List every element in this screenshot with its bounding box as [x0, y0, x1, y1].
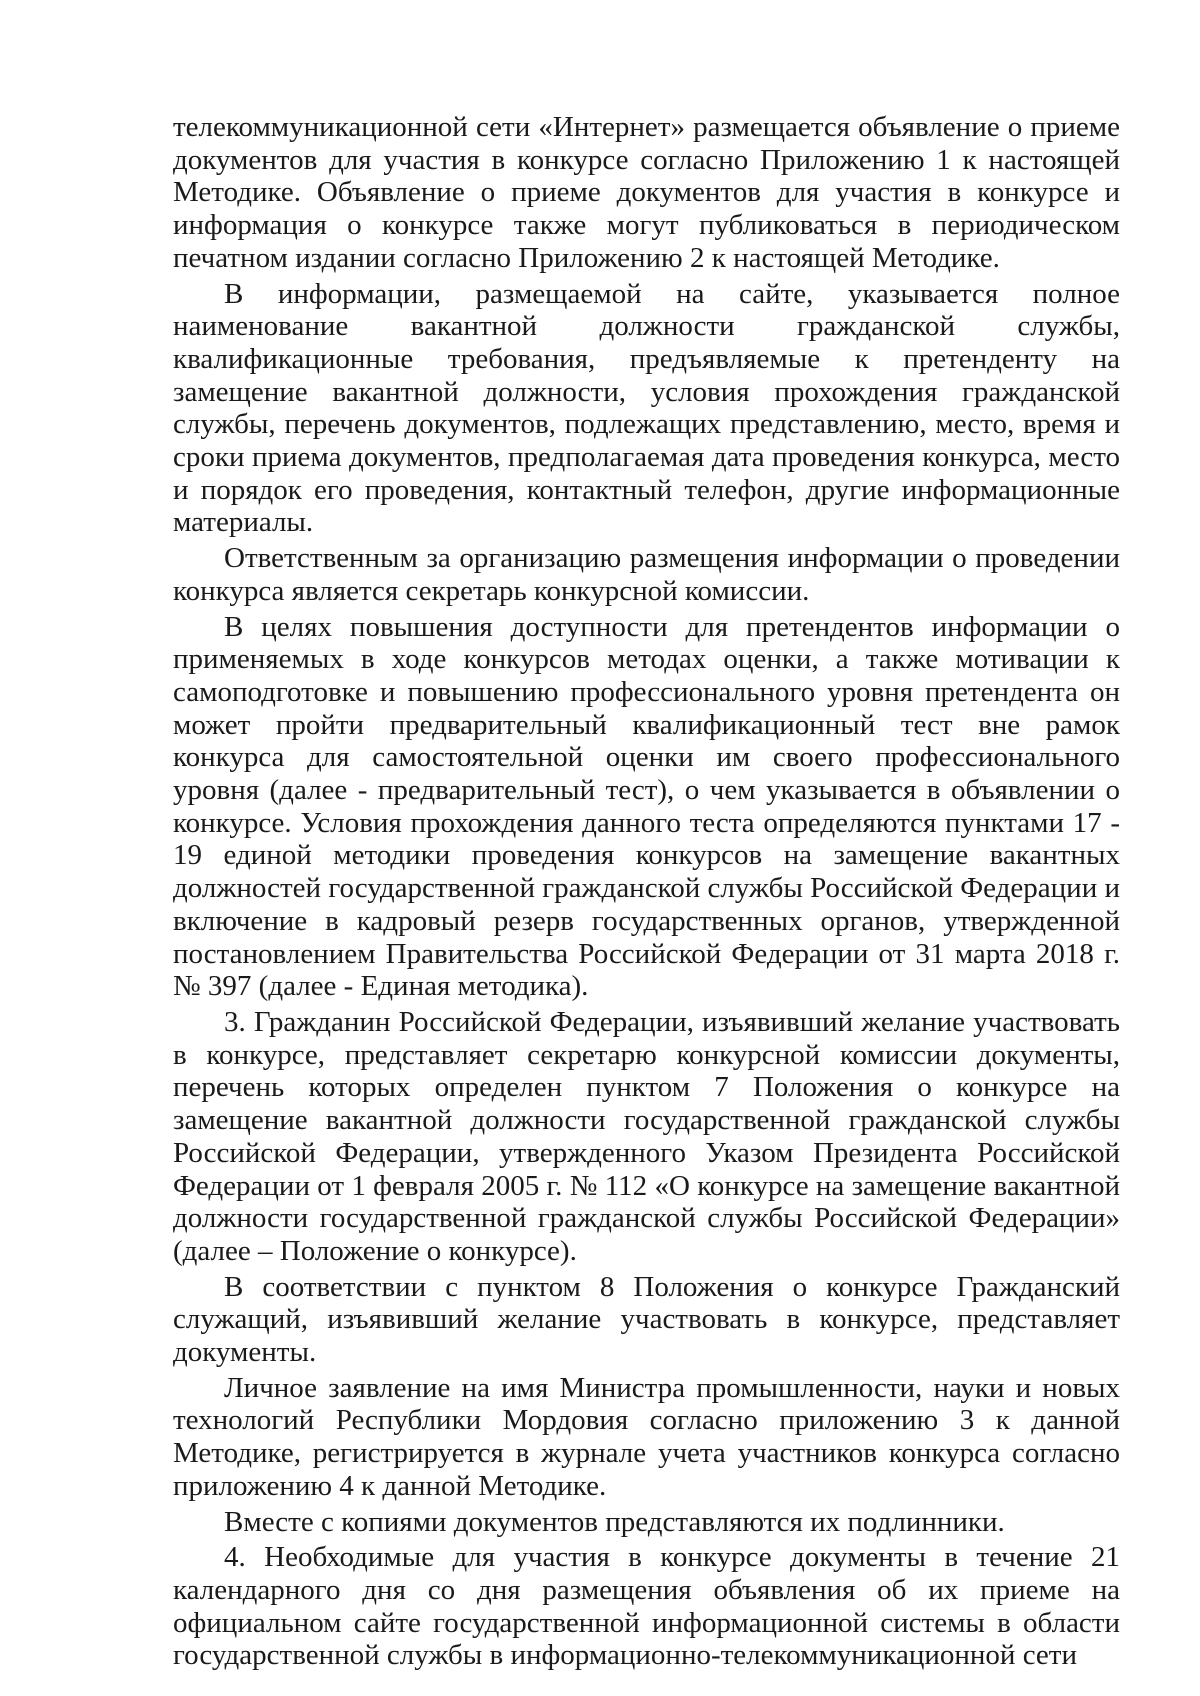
paragraph-preliminary-test: В целях повышения доступности для претендентов информации о применяемых в ходе конкурсов методах оценки, а также мотивации к самоподготовке и повышению профессионального уровня претендента он может пройти предварительный квалификационный тест вне рамок конкурса для самостоятельной оценки им своего профессионального уровня (далее - предварительный тест), о чем указывается в объявлении о конкурсе. Условия прохождения данного теста определяются пунктами 17 - 19 единой методики проведения конкурсов на замещение вакантных должностей государственной гражданской службы Российской Федерации и включение в кадровый резерв государственных органов, утвержденной постановлением Правительства Российской Федерации от 31 марта 2018 г. № 397 (далее - Единая методика). [173, 610, 1120, 1003]
paragraph-personal-statement: Личное заявление на имя Министра промышленности, науки и новых технологий Республики Мордовия согласно приложению 3 к данной Методике, регистрируется в журнале учета участников конкурса согласно приложению 4 к данной Методике. [173, 1371, 1120, 1502]
paragraph-originals: Вместе с копиями документов представляются их подлинники. [224, 1505, 1005, 1538]
paragraph-continuation: телекоммуникационной сети «Интернет» размещается объявление о приеме документов для участия в конкурсе согласно Приложению 1 к настоящей Методике. Объявление о приеме документов для участия в конкурсе и информация о конкурсе также могут публиковаться в периодическом печатном издании согласно Приложению 2 к настоящей Методике. [173, 111, 1120, 274]
paragraph-responsible-person: Ответственным за организацию размещения информации о проведении конкурса является секретарь конкурсной комиссии. [173, 542, 1120, 607]
document-body [173, 111, 1120, 1672]
paragraph-item-4: 4. Необходимые для участия в конкурсе документы в течение 21 календарного дня со дня размещения объявления об их приеме на официальном сайте государственной информационной системы в области государственной службы в информационно-телекоммуникационной сети [173, 1541, 1120, 1672]
paragraph-site-information: В информации, размещаемой на сайте, указывается полное наименование вакантной должности гражданской службы, квалификационные требования, предъявляемые к претенденту на замещение вакантной должности, условия прохождения гражданской службы, перечень документов, подлежащих представлению, место, время и сроки приема документов, предполагаемая дата проведения конкурса, место и порядок его проведения, контактный телефон, другие информационные материалы. [173, 277, 1120, 539]
paragraph-civil-servant: В соответствии с пунктом 8 Положения о конкурсе Гражданский служащий, изъявивший желание участвовать в конкурсе, представляет документы. [173, 1270, 1120, 1369]
paragraph-item-3: 3. Гражданин Российской Федерации, изъявивший желание участвовать в конкурсе, представляет секретарю конкурсной комиссии документы, перечень которых определен пунктом 7 Положения о конкурсе на замещение вакантной должности государственной гражданской службы Российской Федерации, утвержденного Указом Президента Российской Федерации от 1 февраля 2005 г. № 112 «О конкурсе на замещение вакантной должности государственной гражданской службы Российской Федерации» (далее – Положение о конкурсе). [173, 1005, 1120, 1267]
